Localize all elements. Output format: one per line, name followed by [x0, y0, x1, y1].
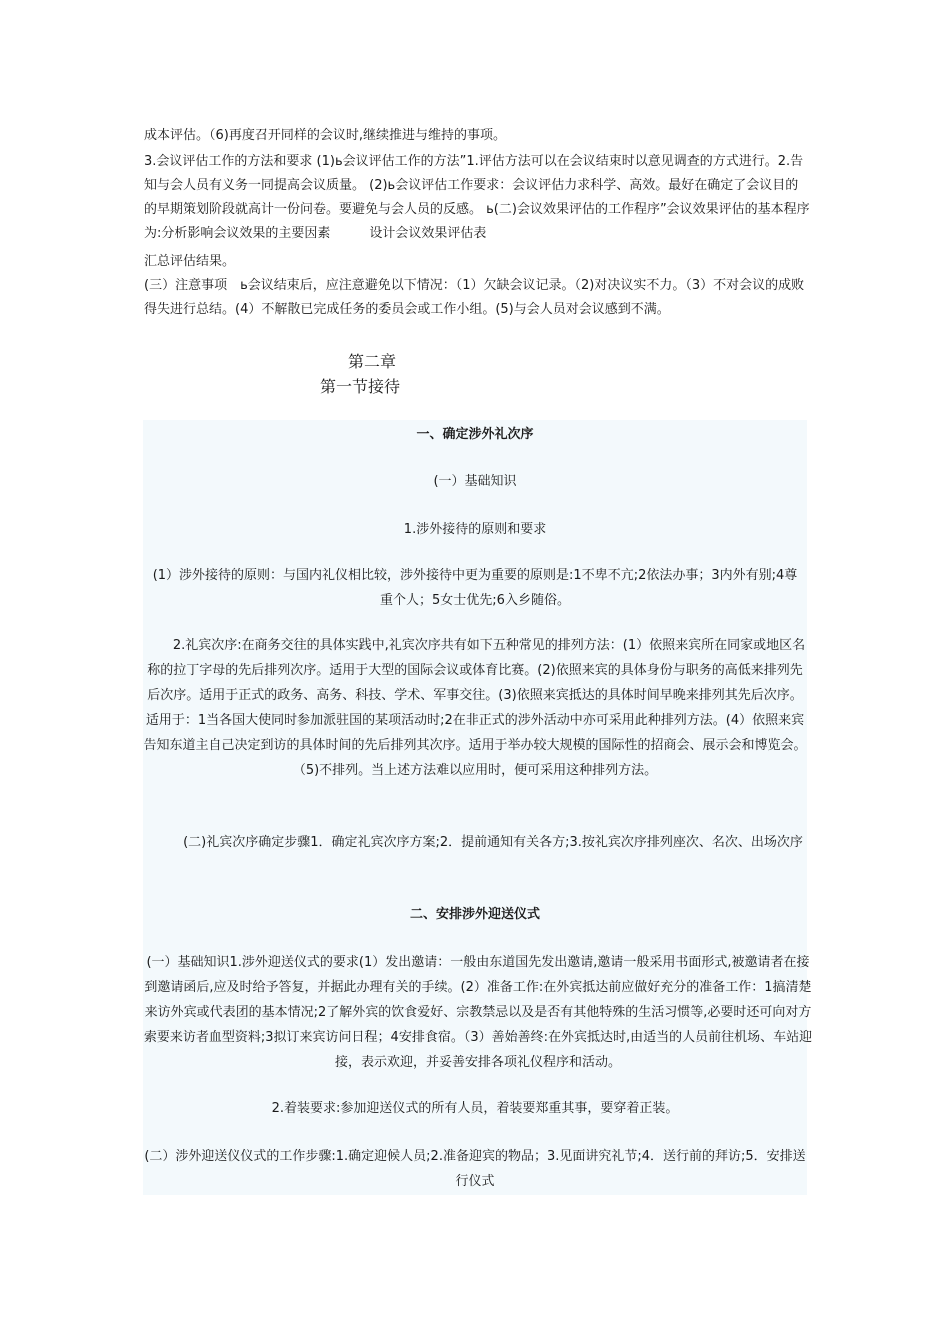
panel-subheading-principles: 1.涉外接待的原则和要求	[403, 522, 547, 537]
panel-heading-2: 二、安排涉外迎送仪式	[409, 907, 540, 922]
panel-paragraph-reception: (一）基础知识1.涉外迎送仪式的要求(1）发出邀请：一般由东道国先发出邀请,邀请一般采用书面形式,被邀请者在接到邀请函后,应及时给予答复，并据此办理有关的手续。(2）准备工作:在外宾抵达前应做好充分的准备工作：1搞清楚来访外宾或代表团的基本情况;2了解外宾的饮食爱好、宗教禁忌以及是否有其他特殊的生活习惯等,必要时还可向对方索要来访者血型资料;3拟订来宾访问日程；4安排食宿。（3）善始善终:在外宾抵达时,由适当的人员前往机场、车站迎接，表示欢迎，并妥善安排各项礼仪程序和活动。	[143, 955, 813, 1070]
section-title: 第一节接待	[320, 377, 401, 396]
paragraph-cost-evaluation: 成本评估。（6)再度召开同样的会议时,继续推进与维持的事项。	[144, 128, 506, 143]
panel-paragraph-workflow: (二）涉外迎送仪仪式的工作步骤:1.确定迎候人员;2.准备迎宾的物品；3.见面讲究礼节;4．送行前的拜访;5．安排送行仪式	[144, 1149, 806, 1189]
paragraph-notes: (三）注意事项 ь会议结束后，应注意避免以下情况：（1）欠缺会议记录。（2)对决议实不力。（3）不对会议的成败得失进行总结。(4）不解散已完成任务的委员会或工作小组。(5)与会人员对会议感到不满。	[144, 278, 805, 317]
panel-subheading-basics: (一）基础知识	[433, 474, 517, 489]
panel-paragraph-precedence: 2.礼宾次序:在商务交往的具体实践中,礼宾次序共有如下五种常见的排列方法：(1）依照来宾所在同家或地区名称的拉丁字母的先后排列次序。适用于大型的国际会议或体育比赛。(2)依照来宾的具体身份与职务的高低来排列先后次序。适用于正式的政务、高务、科技、学术、军事交往。(3)依照来宾抵达的具体时间早晚来排列其先后次序。适用于：1当各国大使同时参加派驻国的某项活动时;2在非正式的涉外活动中亦可采用此种排列方法。(4）依照来宾告知东道主自己决定到访的具体时间的先后排列其次序。适用于举办较大规模的国际性的招商会、展示会和博览会。（5)不排列。当上述方法难以应用时，便可采用这种排列方法。	[143, 638, 807, 778]
paragraph-evaluation-methods: 3.会议评估工作的方法和要求 (1)ь会议评估工作的方法”1.评估方法可以在会议结束时以意见调查的方式进行。2.告知与会人员有义务一同提高会议质量。 (2)ь会议评估工作要求：会议评估力求科学、高效。最好在确定了会议目的的早期策划阶段就高计一份问卷。要避免与会人员的反感。 ь(二)会议效果评估的工作程序”会议效果评估的基本程序为:分析影响会议效果的主要因素 设计会议效果评估表	[144, 154, 810, 241]
panel-paragraph-dress: 2.着装要求:参加迎送仪式的所有人员，着装要郑重其事，要穿着正装。	[271, 1101, 679, 1116]
paragraph-summary: 汇总评估结果。	[144, 254, 236, 269]
panel-paragraph-principles: (1）涉外接待的原则：与国内礼仪相比较，涉外接待中更为重要的原则是:1不卑不亢;2依法办事；3内外有别;4尊重个人；5女士优先;6入乡随俗。	[152, 568, 798, 608]
chapter-title: 第二章	[348, 352, 397, 371]
panel-heading-1: 一、确定涉外礼次序	[416, 427, 534, 442]
panel-paragraph-steps: (二)礼宾次序确定步骤1．确定礼宾次序方案;2．提前通知有关各方;3.按礼宾次序排列座次、名次、出场次序	[183, 835, 803, 850]
content-panel	[143, 420, 813, 1195]
